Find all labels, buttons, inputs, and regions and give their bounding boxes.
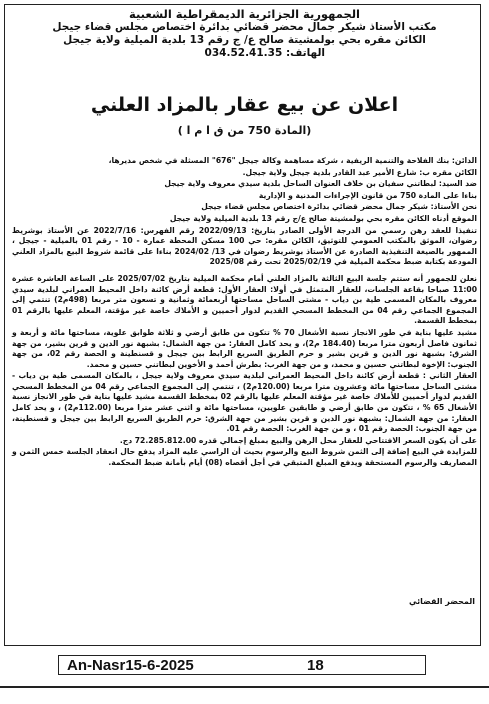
bottom-divider: [0, 686, 489, 688]
first-property-building: مشيد عليها بناية في طور الانجاز نسبة الأشغال 70 % تتكون من طابق أرضي و ثلاثة طوابق علوية، مساحتها مائة و أربعة و ثمانون فاصل أربعون مترا مربعا (184.40 م2)، و يحد كامل العقار: من جهة الشمال: بشبهة نور الدين و قرين بشير، من جهة الشرق: بشبهة نور الدين و قرين بشير و حرم الطريق السريع الرابط بين جيجل و قسنطينة و الحصة رقم 02، من جهة الجنوب: الإخوة لبطاتني حسين و محمد، و من جهة الغرب: بطرش أحمد و الأخوين لبطاتني حسين و محمد.: [12, 327, 477, 369]
execution-paragraph: تنفيذا للعقد رهن رسمي من الدرجة الأولى الصادر بتاريخ: 2022/09/13 رقم الفهرس: 2022/7/16 عن الأستاذ بوشريط رضوان، الموثق بالمكتب العمومي للتوثيق، الكائن مقره: حي 100 مسكن المحطة عمارة - 10 - رقم 01 بالميلية - جيجل ، الممهور بالصيغة التنفيذية الصادرة عن الأستاذ بوشريط رضوان في 13/ 2024/02 بناءا على قائمة شروط البيع بالمزاد العلني المودعة بكتابة ضبط محكمة الميلية في 2025/02/19 تحت رقم 2025/08: [12, 225, 478, 267]
phone-line: [14, 47, 475, 60]
phone-number: 034.52.41.35: [204, 47, 283, 59]
office-address: الكائن مقره بحي بولمشيتة صالح ع/ ج رقم 13 بلدية الميلية ولاية جيجل: [63, 34, 426, 46]
announcement-body: [12, 156, 477, 470]
bailiff-line: نحن الأستاذ: شيكر جمال محضر قضائي بدائرة اختصاص مجلس قضاء جيجل: [201, 202, 477, 212]
sale-notice-paragraph: نعلن للجمهور أنه ستتم جلسة البيع الثالثة بالمزاد العلني أمام محكمة الميلية بتاريخ 2025/07/02 على الساعة العاشرة عشرة 11:00 صباحا بقاعة الجلسات، للعقار المتمثل في أولا: العقار الأول: قطعة أرض كائنة داخل المحيط العمراني لبلدية سيدي معروف بالمكان المسمى طية بن دياب - مشتى الساحل مساحتها أربعمائة وثمانية و تسعون متر مربعا (498م2) تنتمي إلى المجموع الجماعي رقم 04 من المخطط المسحي القديم لدوار أحميين و الأملاك خاصة غير مؤقتة، المعلم عليها بالرقم 01 بمخطط القسمة.: [12, 273, 477, 326]
announcement-title: اعلان عن بيع عقار بالمزاد العلني: [90, 94, 399, 116]
newspaper-footer: [58, 655, 426, 675]
phone-label: الهاتف:: [285, 47, 325, 59]
second-property-paragraph: العقار الثاني : قطعة أرض كائنة داخل المحيط العمراني لبلدية سيدي معروف ولاية جيجل ، بالمكان المسمى طية بن دياب - مشتى الساحل مساحتها مائة وعشرون مترا مربعا (120.00م2) ، تنتمي إلى المجموع الجماعي رقم 04 من المخطط المسحي القديم لدوار أحميين للأملاك خاصة غير مؤقتة المعلم عليها بالرقم 02 بمخطط القسمة مشيد عليها بناية في طور الانجاز نسبة الأشغال 65 % ، تتكون من طابق أرضي و طابقين علويين، مساحتها مائة و اثني عشر مترا مربعا (112.00م2) ، و يحد كامل العقار: من جهة الشمال: بشبهة نور الدين و قرين بشير من جهة الشرق: حرم الطريق السريع الرابط بين جيجل و قسنطينة، من جهة الجنوب: الحصة رقم 01 ، و من جهة الغرب: الحصة رقم 01.: [12, 371, 477, 434]
debtor-line: ضد السيد: لبطاتني سفيان بن خلاف العنوان الساحل بلدية سيدي معروف ولاية جيجل: [164, 179, 477, 189]
creditor-line: الدائن: بنك الفلاحة والتنمية الريفية ، شركة مساهمة وكالة جيجل "676" المسثلة في شخص مديرها،: [108, 156, 477, 165]
letterhead: [14, 8, 475, 60]
legal-article: (المادة 750 من ق ا م ا ): [177, 124, 312, 137]
opening-price: على أن يكون السعر الافتتاحي للعقار محل الرهن والبيع بمبلغ إجمالي قدره 72.285.812.00 دج.: [119, 435, 477, 445]
bailiff-address: الموقع أدناه الكائن مقره بحي بولمشيتة صالح ع/ج رقم 13 بلدية الميلية ولاية جيجل: [169, 213, 477, 223]
republic-name: الجمهورية الجزائرية الديمقراطية الشعبية: [128, 7, 360, 21]
bailiff-signature: المحضر القضائي: [408, 597, 475, 606]
legal-basis: بناءا على المادة 750 من قانون الإجراءات المدنية و الإدارية: [258, 190, 477, 200]
issue-date: An-Nasr15-6-2025: [67, 656, 194, 674]
office-name: مكتب الأستاذ شيكر جمال محضر قضائي بدائرة اختصاص مجلس قضاء جيجل: [52, 21, 437, 33]
page-number: 18: [307, 656, 324, 674]
payment-terms: للمزايدة في البيع إضافة إلى الثمن شروط البيع والرسوم بحيث أن الراسي عليه المزاد يدفع حال انعقاد الجلسة خمس الثمن و المصاريف والرسوم المستحقة ويدفع المبلغ المتبقي في أجل أقصاه (08) أيام بأمانة ضبط المحكمة.: [12, 447, 477, 468]
creditor-address: الكائن مقره ب: شارع الأمير عبد القادر بلدية جيجل ولاية جيجل.: [242, 167, 477, 177]
